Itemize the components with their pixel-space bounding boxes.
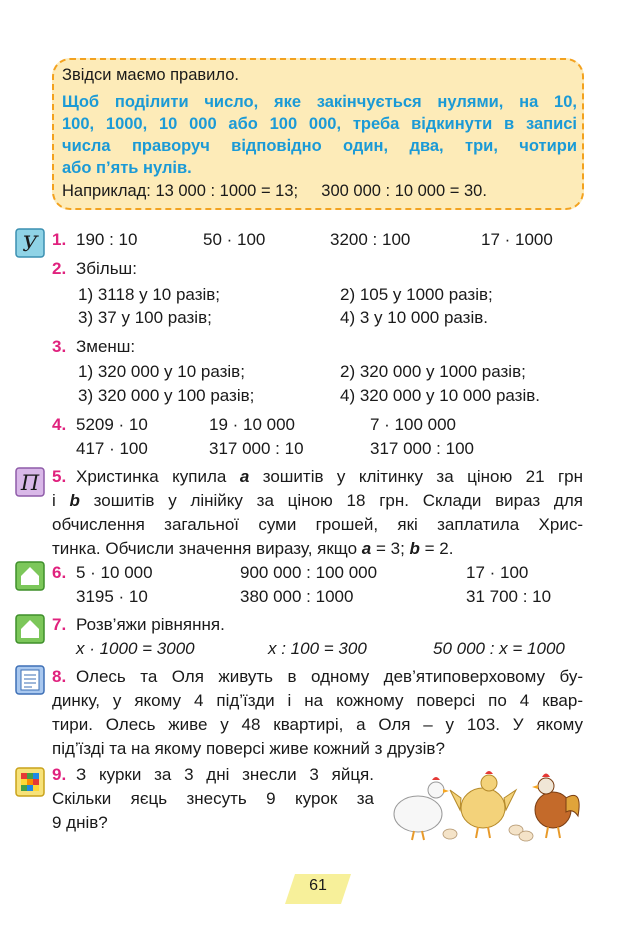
task5-line: і b зошитів у лінійку за ціною 18 грн. Склади вираз для xyxy=(52,491,583,510)
rule-text-line: числа праворуч відповідно один, два, три, чотири xyxy=(62,137,577,155)
rule-text-line: 100, 1000, 10 000 або 100 000, треба відкинути в записі xyxy=(62,115,577,133)
task2-item: 4) 3 у 10 000 разів. xyxy=(340,308,489,327)
task7-equation: x · 1000 = 3000 xyxy=(76,639,195,658)
task1-item: 190 : 10 xyxy=(76,230,138,249)
task1-item: 50 · 100 xyxy=(203,230,266,249)
hens-illustration xyxy=(388,768,588,844)
task9-line: Скільки яєць знесуть 9 курок за xyxy=(52,789,374,808)
notebook-icon xyxy=(15,665,45,695)
task9-line: 9 днів? xyxy=(52,813,108,832)
task4-item: 5209 · 10 xyxy=(76,415,148,434)
variable: a xyxy=(239,467,250,486)
page-number: 61 xyxy=(309,877,327,894)
task8-line: динку, у якому 4 під’їзди і на кожному поверсі по 4 квар- xyxy=(52,691,583,710)
task-number: 5. xyxy=(52,467,67,486)
written-work-icon xyxy=(15,467,45,497)
task6-item: 31 700 : 10 xyxy=(466,587,552,606)
task6-item: 5 · 10 000 xyxy=(76,563,153,582)
task-number: 4. xyxy=(52,415,67,434)
egg-icon xyxy=(519,831,533,841)
rule-text-line: або п’ять нулів. xyxy=(62,159,192,177)
yellow-hen-icon xyxy=(450,771,516,838)
task6-item: 17 · 100 xyxy=(466,563,529,582)
task1-item: 17 · 1000 xyxy=(481,230,553,249)
task6-item: 380 000 : 1000 xyxy=(240,587,354,606)
rule-intro: Звідси маємо правило. xyxy=(62,66,239,84)
task4-item: 317 000 : 10 xyxy=(209,439,304,458)
task4-item: 19 · 10 000 xyxy=(209,415,296,434)
egg-icon xyxy=(443,829,457,839)
task5-line: обчислення загальної суми грошей, які заплатила Хрис- xyxy=(52,515,583,534)
brown-hen-icon xyxy=(532,774,579,839)
task2-item: 3) 37 у 100 разів; xyxy=(78,308,212,327)
task-number: 9. xyxy=(52,765,67,784)
task2-item: 1) 3118 у 10 разів; xyxy=(78,285,221,304)
example-1: 13 000 : 1000 = 13; xyxy=(155,182,299,200)
task-number: 3. xyxy=(52,337,67,356)
svg-text:П: П xyxy=(20,471,40,495)
task2-title: Збільш: xyxy=(76,259,137,278)
task5-line: Христинка купила a зошитів у клітинку за ціною 21 грн xyxy=(76,467,584,486)
rule-text-line: Щоб поділити число, яке закінчується нулями, на 10, xyxy=(62,93,577,111)
task-number: 6. xyxy=(52,563,67,582)
task3-item: 2) 320 000 у 1000 разів; xyxy=(340,362,526,381)
home-icon xyxy=(15,614,45,644)
white-hen-icon xyxy=(394,777,449,840)
oral-work-icon xyxy=(15,228,45,258)
task3-item: 3) 320 000 у 100 разів; xyxy=(78,386,255,405)
svg-text:У: У xyxy=(22,232,38,256)
rule-example xyxy=(62,180,577,202)
task4-item: 417 · 100 xyxy=(76,439,148,458)
task-number: 7. xyxy=(52,615,67,634)
task5-line: тинка. Обчисли значення виразу, якщо a = 3; b = 2. xyxy=(52,539,454,558)
home-icon xyxy=(15,561,45,591)
task3-item: 1) 320 000 у 10 разів; xyxy=(78,362,245,381)
task9-line: З курки за 3 дні знесли 3 яйця. xyxy=(76,765,374,784)
task3-item: 4) 320 000 у 10 000 разів. xyxy=(340,386,540,405)
task8-line: тири. Олесь живе у 48 квартирі, а Оля – у 103. У якому xyxy=(52,715,583,734)
variable: a xyxy=(361,539,372,558)
task7-title: Розв’яжи рівняння. xyxy=(76,615,225,634)
task6-item: 900 000 : 100 000 xyxy=(240,563,378,582)
task8-line: Олесь та Оля живуть в одному дев’ятиповерховому бу- xyxy=(76,667,583,686)
task2-item: 2) 105 у 1000 разів; xyxy=(340,285,493,304)
task-number: 8. xyxy=(52,667,67,686)
task4-item: 7 · 100 000 xyxy=(370,415,457,434)
task-number: 2. xyxy=(52,259,67,278)
task8-line: під’їзді та на якому поверсі живе кожний з друзів? xyxy=(52,739,445,758)
task-number: 1. xyxy=(52,230,67,249)
task3-title: Зменш: xyxy=(76,337,136,356)
task7-equation: 50 000 : x = 1000 xyxy=(433,639,565,658)
example-label: Наприклад: xyxy=(62,182,151,200)
task4-item: 317 000 : 100 xyxy=(370,439,474,458)
task1-item: 3200 : 100 xyxy=(330,230,411,249)
variable: b xyxy=(409,539,420,558)
example-2: 300 000 : 10 000 = 30. xyxy=(321,182,487,200)
task6-item: 3195 · 10 xyxy=(76,587,148,606)
variable: b xyxy=(69,491,80,510)
task7-equation: x : 100 = 300 xyxy=(268,639,367,658)
rubik-cube-icon xyxy=(15,767,45,797)
